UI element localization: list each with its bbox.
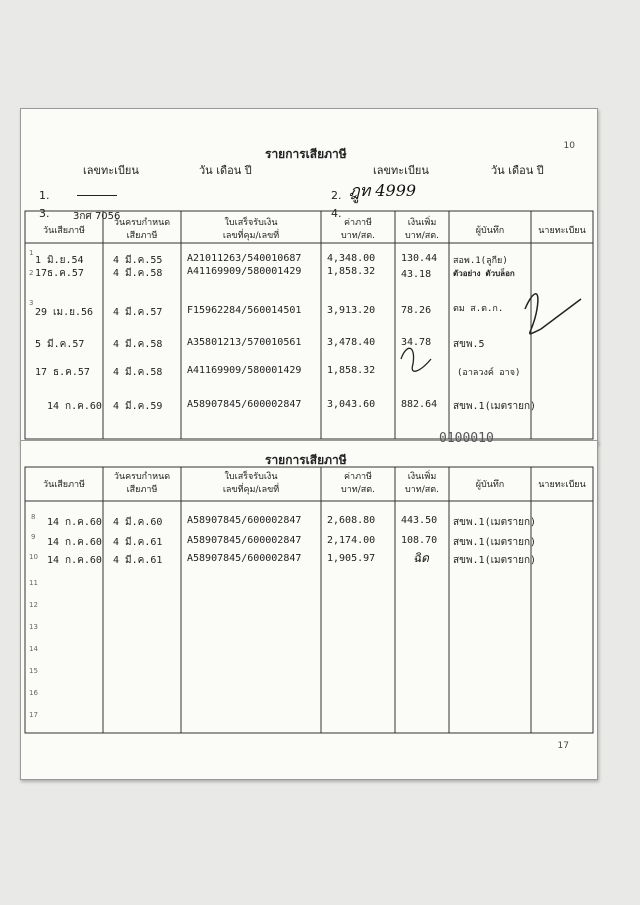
col-header-tax: ค่าภาษี บาท/สต. — [341, 472, 375, 495]
tax-record-page-bottom: 0100010 รายการเสียภาษี วันเสียภาษี วันครบกำหนด เสียภาษี ใบเสร็จรับเงิน เลขที่คุม/เลขที่ ค่าภาษี บาท/สต. เงินเพิ่ม บาท/สต. ผู้บันทึก นายทะเบียน 8 14 ก.ค.60 4 มี.ค.60 A58907845/600002847 2,608.80 443.50 สขพ.1(เมตรายก) 9 14 ก.ค.60 4 มี.ค.61 A58907845/600002847 2,174.00 108.70 สขพ.1(เมตรายก) 10 14 ก.ค.60 4 มี.ค.61 A58907845/600002847 1,905.97 ฉิด สขพ.1(เมตรายก) 11 12 13 14 15 16 17 17 — [20, 440, 598, 780]
col-header-pay-date: วันเสียภาษี — [43, 226, 85, 236]
col-header-receipt: ใบเสร็จรับเงิน เลขที่คุม/เลขที่ — [222, 472, 280, 495]
entry-3-registration: 3กศ 7056 — [73, 211, 121, 222]
row-number: 14 — [29, 645, 38, 653]
col-header-pay-date: วันเสียภาษี — [43, 480, 85, 490]
date-label-right: วัน เดือน ปี — [491, 164, 544, 177]
entry-3-number: 3. — [39, 207, 50, 220]
col-header-registrar: นายทะเบียน — [538, 480, 586, 490]
entry-4-number: 4. — [331, 207, 342, 220]
row-number: 16 — [29, 689, 38, 697]
col-header-recorder: ผู้บันทึก — [475, 480, 505, 490]
date-label-left: วัน เดือน ปี — [199, 164, 252, 177]
entry-1-number: 1. — [39, 189, 50, 202]
signature-scribble — [525, 294, 581, 334]
col-header-receipt: ใบเสร็จรับเงิน เลขที่คุม/เลขที่ — [222, 218, 280, 241]
col-header-surcharge: เงินเพิ่ม บาท/สต. — [405, 218, 439, 241]
registration-label-right: เลขทะเบียน — [373, 164, 429, 177]
row-number: 15 — [29, 667, 38, 675]
col-header-recorder: ผู้บันทึก — [475, 226, 505, 236]
tax-record-page-top: 10 รายการเสียภาษี เลขทะเบียน วัน เดือน ปี เลขทะเบียน วัน เดือน ปี 1. 2. ฎูท 4999 3. 3กศ 7056 4. วันเสียภาษี วันครบกำหนด เสียภาษี ใบเสร็จรับเงิน เลขที่คุม/เลขที่ ค่าภาษี บาท/สต. เงินเพิ่ม บาท/สต. ผู้บันทึก นายทะเบียน 1 1 มิ.ย.54 4 มี.ค.55 A21011263/540010687 4,348.00 130.44 สอพ.1(ลูกีย) 2 17ธ.ค.57 4 มี.ค.58 A41169909/580001429 1,858.32 43.18 ตัวอย่าง ตัวบล็อก 3 29 เม.ย.56 4 มี.ค.57 F15962284/560014501 3,913.20 78.26 ตม ส.ต.ก. 5 มี.ค.57 4 มี.ค.58 A35801213/570010561 3,478.40 34.78 สขพ.5 17 ธ.ค.57 4 มี.ค.58 A41169909/580001429 1,858.32 (อาลวงค์ อาจ) 14 ก.ค.60 4 มี.ค.59 A58907845/600002847 3,043.60 882.64 สขพ.1(เมตรายก) — [20, 108, 598, 444]
entry-2-number: 2. — [331, 189, 342, 202]
row-number: 11 — [29, 579, 38, 587]
col-header-due-date: วันครบกำหนด เสียภาษี — [113, 218, 171, 241]
col-header-registrar: นายทะเบียน — [538, 226, 586, 236]
page-title: รายการเสียภาษี — [265, 453, 347, 467]
page-number: 17 — [557, 741, 569, 751]
page-number: 10 — [563, 141, 575, 151]
page-title: รายการเสียภาษี — [265, 147, 347, 161]
col-header-surcharge: เงินเพิ่ม บาท/สต. — [405, 472, 439, 495]
stamp-fragment: 0100010 — [439, 431, 494, 446]
row-number: 13 — [29, 623, 38, 631]
entry-2-registration: ฎูท 4999 — [349, 181, 417, 200]
col-header-tax: ค่าภาษี บาท/สต. — [341, 218, 375, 241]
row-number: 17 — [29, 711, 38, 719]
col-header-due-date: วันครบกำหนด เสียภาษี — [113, 472, 171, 495]
registration-label-left: เลขทะเบียน — [83, 164, 139, 177]
row-number: 12 — [29, 601, 38, 609]
